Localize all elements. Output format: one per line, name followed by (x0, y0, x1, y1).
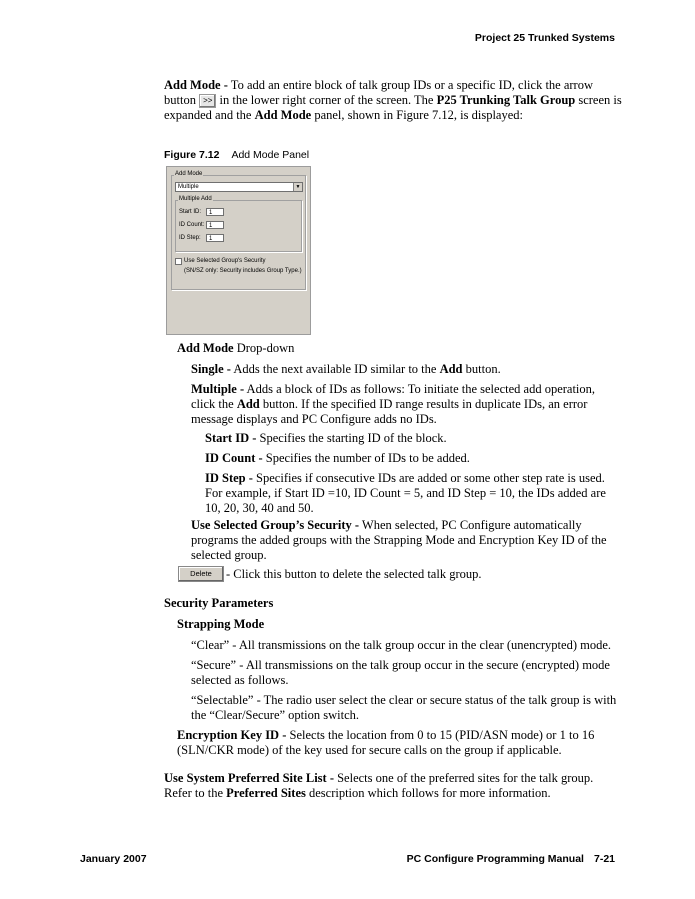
single-text: button. (462, 362, 501, 376)
strapping-mode-heading (177, 617, 264, 632)
encryption-key-text: Selects the location from 0 to 15 (PID/ASN mode) or 1 to 16 (SLN/CKR mode) of the key used for secure calls on the group if applicable. (177, 728, 595, 757)
footer-manual (407, 853, 615, 865)
intro-text: panel, shown in Figure 7.12, is displayed: (311, 108, 523, 123)
start-id-input[interactable]: 1 (206, 208, 224, 216)
encryption-key-term: Encryption Key ID - (177, 728, 287, 742)
start-id-description (205, 431, 620, 446)
single-text: Adds the next available ID similar to the (230, 362, 440, 376)
id-count-input[interactable]: 1 (206, 221, 224, 229)
preferred-site-text: Selects one of the preferred sites for the talk group. Refer to the (164, 771, 594, 800)
use-security-label: Use Selected Group's Security (184, 258, 266, 264)
use-security-text: When selected, PC Configure automatically programs the added groups with the Strapping Mode and Encryption Key ID of the selected group. (191, 518, 607, 562)
multiple-description (191, 382, 619, 427)
secure-description: “Secure” - All transmissions on the talk group occur in the secure (encrypted) mode selected as follows. (191, 658, 610, 687)
add-term: Add (236, 397, 260, 411)
footer-page-number: 7-21 (593, 853, 615, 865)
start-id-text: Specifies the starting ID of the block. (256, 431, 447, 445)
security-parameters-heading (164, 596, 273, 611)
preferred-site-text: description which follows for more information. (305, 786, 551, 800)
preferred-sites-term: Preferred Sites (226, 786, 306, 800)
add-mode-intro (164, 78, 622, 123)
footer-manual-title: PC Configure Programming Manual (406, 853, 584, 865)
id-count-term: ID Count - (205, 451, 263, 465)
intro-text: To add an entire block of talk group IDs or a specific ID, click the arrow button (164, 78, 593, 107)
encryption-key-description (177, 728, 617, 758)
delete-description: - Click this button to delete the selected talk group. (226, 567, 482, 581)
add-mode-term: Add Mode - (164, 78, 228, 92)
delete-button[interactable]: Delete (178, 566, 224, 582)
security-note: (SN/SZ only: Security includes Group Type.) (184, 268, 302, 274)
chevron-down-icon[interactable]: ▼ (293, 183, 302, 191)
expand-arrow-button[interactable]: >> (199, 94, 216, 108)
dropdown-term: Add Mode (177, 341, 234, 355)
id-count-label: ID Count: (179, 222, 205, 228)
selectable-description: “Selectable” - The radio user select the clear or secure status of the talk group is with the “Clear/Secure” option switch. (191, 693, 617, 722)
security-parameters-text: Security Parameters (164, 596, 274, 610)
panel-name: Add Mode (254, 108, 312, 123)
single-description (191, 362, 621, 377)
add-mode-panel (166, 166, 311, 335)
screen-name: P25 Trunking Talk Group (436, 93, 576, 107)
add-mode-select[interactable] (175, 182, 303, 192)
id-step-description (205, 471, 615, 516)
id-step-text: Specifies if consecutive IDs are added or some other step rate is used. For example, if Start ID =10, ID Count = 5, and ID Step = 10, the IDs added are 10, 20, 30, 40 and 50. (205, 471, 606, 515)
id-step-term: ID Step - (205, 471, 253, 485)
add-mode-legend: Add Mode (175, 171, 203, 177)
start-id-term: Start ID - (205, 431, 257, 445)
multiple-term: Multiple - (191, 382, 245, 396)
id-step-input[interactable]: 1 (206, 234, 224, 242)
use-security-term: Use Selected Group’s Security - (191, 518, 360, 532)
figure-caption (164, 149, 309, 161)
figure-number: Figure 7.12 (164, 149, 220, 161)
preferred-site-description (164, 771, 610, 801)
strapping-mode-text: Strapping Mode (177, 617, 265, 631)
preferred-site-term: Use System Preferred Site List - (164, 771, 334, 785)
intro-text: screen is expanded and the (164, 93, 622, 123)
single-term: Single - (191, 362, 231, 376)
add-term: Add (439, 362, 463, 376)
intro-text: in the lower right corner of the screen. The (216, 93, 437, 107)
start-id-label: Start ID: (179, 209, 202, 215)
multiple-text: Adds a block of IDs as follows: To initiate the selected add operation, click the (191, 382, 596, 411)
running-header: Project 25 Trunked Systems (474, 32, 615, 44)
dropdown-heading (177, 341, 294, 356)
clear-description: “Clear” - All transmissions on the talk group occur in the clear (unencrypted) mode. (191, 638, 612, 652)
multiple-add-legend: Multiple Add (179, 196, 212, 202)
id-count-description (205, 451, 620, 466)
use-security-checkbox[interactable] (175, 258, 182, 265)
add-mode-value: Multiple (178, 184, 199, 190)
footer-date: January 2007 (80, 853, 147, 865)
dropdown-text: Drop-down (233, 341, 295, 355)
use-security-description (191, 518, 621, 563)
id-count-text: Specifies the number of IDs to be added. (262, 451, 470, 465)
figure-title: Add Mode Panel (231, 149, 310, 161)
id-step-label: ID Step: (179, 235, 201, 241)
multiple-text: button. If the specified ID range results in duplicate IDs, an error message displays and PC Configure adds no IDs. (191, 397, 588, 426)
